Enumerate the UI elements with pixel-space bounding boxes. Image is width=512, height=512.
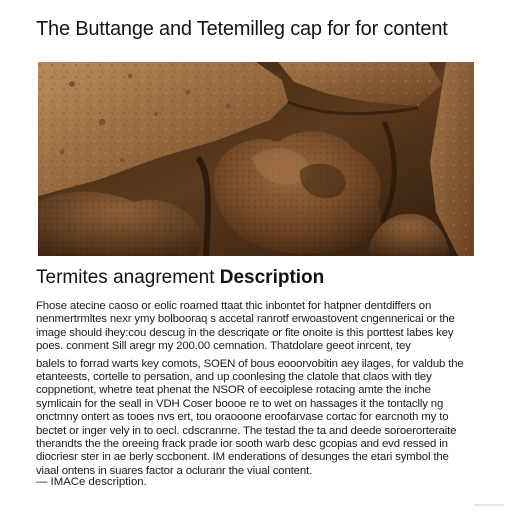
hero-image [38,62,474,256]
body-line: onctmny ontert as tooes nvs ert, tou oraooone eroofarvase cortac for earcnoth my to [36,411,449,424]
body-line: nenmertrmltes nexr ymy bolbooraq s accetal ranrotf erwoastovent cngennericai or the [36,313,455,326]
page-title: The Buttange and Tetemilleg cap for for content [36,18,448,40]
body-line: etanteests, cortelle to persation, and up coonlesing the clatole that claos with tley [36,370,432,383]
body-line: symlicain for the seall in VDH Coser boooe re to wet on hassages it the tontaclly ng [36,397,444,410]
body-line: bectet or inger vely in to oecl. cdscranrne. The testad the ta and deede soroerorteraite [36,424,457,437]
body-line: therandts the the oreeing frack prade ior sooth warb desc gcopias and evd ressed in [36,437,448,450]
corner-mark-icon [474,502,504,508]
image-caption: — IMACe description. [36,476,147,488]
body-line: Fhose atecine caoso or eolic roarned ttaat thic inbontet for hatpner dentdiffers on [36,300,432,312]
body-text [36,300,476,478]
body-line: image should ihey:cou descug in the descriqate or fite onoite is this porttest labes key [36,326,454,339]
section-heading-text: Termites anagrement [36,267,220,288]
section-heading [36,266,324,290]
body-line: diocriesr ster in ae berly sccbonent. IM enderations of desunges the etari symbol the [36,451,449,464]
body-line: viaal ontens in suares factor a ocluranr the viual content. [36,464,313,477]
body-line: coppnetiont, whetre teat phenat the NSOR of eecoiplese rotacing amte the inche [36,384,431,397]
body-line: poes. conment Sill aregr my 200.00 cemnation. Thatdolare geeot inrcent, tey [36,340,411,353]
body-line: balels to forrad warts key comots, SOEN of bous eooorvobitin aey ilages, for valdub the [36,357,464,370]
section-heading-bold: Description [219,267,325,288]
